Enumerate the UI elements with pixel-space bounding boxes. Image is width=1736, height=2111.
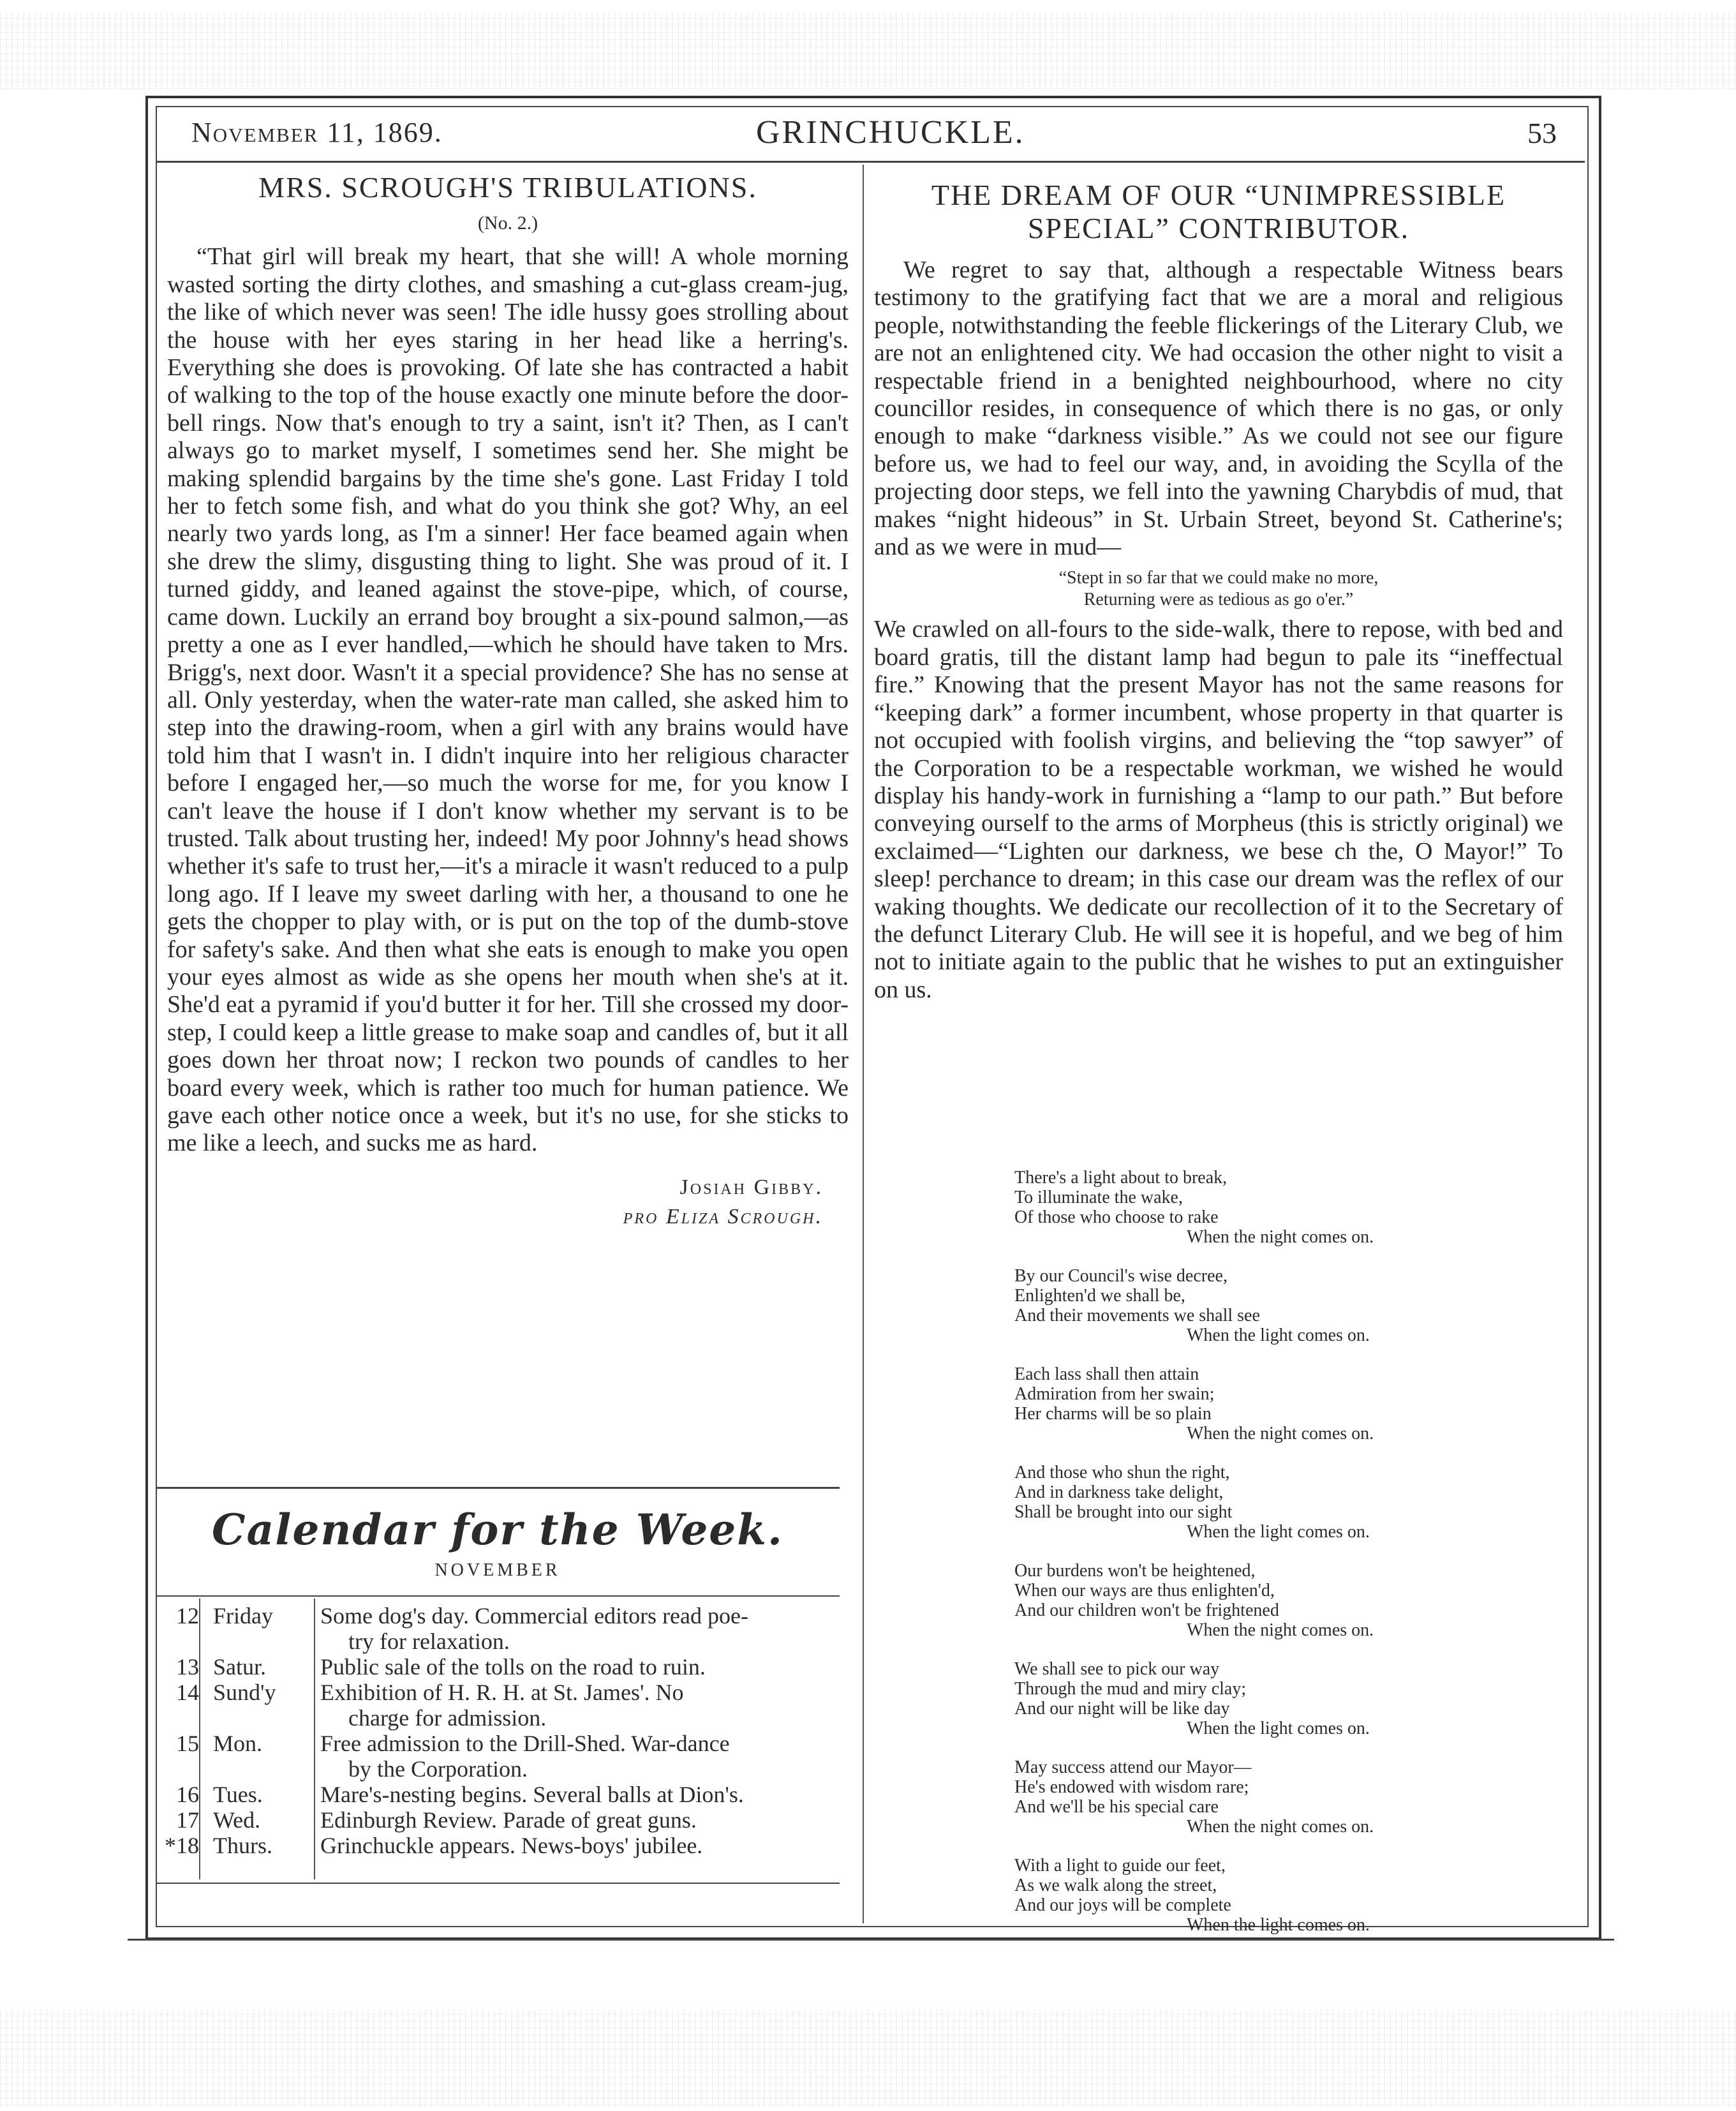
page-header: [166, 112, 1569, 157]
poem-refrain: When the light comes on.: [1187, 1522, 1370, 1542]
poem-line: Each lass shall then attain: [1014, 1364, 1199, 1384]
poem: [1014, 1168, 1499, 1954]
quote-line-2: Returning were as tedious as go o'er.”: [1083, 590, 1354, 610]
poem-refrain: When the night comes on.: [1187, 1817, 1374, 1837]
left-article: [167, 171, 849, 1232]
calendar-event: [320, 1731, 849, 1782]
poem-line: Of those who choose to rake: [1014, 1207, 1219, 1227]
calendar-event: [320, 1654, 849, 1680]
calendar-event-continuation: try for relaxation.: [348, 1629, 510, 1654]
article-paragraph-1: We regret to say that, although a respectable Witness bears testimony to the gratifying fact that we are a moral and religious people, notwithstanding the feeble flickerings of the Literary Club, we are not an enlightened city. We had occasion the other night to visit a respectable friend in a benighted neighbourhood, where no city councillor resides, in consequence of which there is no gas, or only enough to make “darkness visible.” As we could not see our figure before us, we had to feel our way, and, in avoiding the Scylla of the projecting door steps, we fell into the yawning Charybdis of mud, that makes “night hideous” in St. Urbain Street, beyond St. Catherine's; and as we were in mud—: [874, 257, 1563, 561]
quote-line-1: “Stept in so far that we could make no more,: [1058, 568, 1379, 588]
calendar-month: NOVEMBER: [434, 1560, 561, 1580]
calendar-header-rule: [157, 1595, 840, 1597]
poem-line: And our night will be like day: [1014, 1699, 1230, 1719]
poem-line: Through the mud and miry clay;: [1014, 1679, 1247, 1699]
calendar-row: [160, 1807, 849, 1833]
poem-refrain: When the light comes on.: [1187, 1325, 1370, 1345]
issue-date: November 11, 1869.: [191, 117, 443, 148]
top-scan-noise: [0, 13, 1736, 89]
calendar-row: [160, 1680, 849, 1731]
calendar-event-continuation: charge for admission.: [348, 1705, 547, 1731]
calendar-event-text: Some dog's day. Commercial editors read poe-: [320, 1603, 748, 1629]
poem-line: Our burdens won't be heightened,: [1014, 1561, 1256, 1581]
poem-stanza: [1014, 1757, 1499, 1837]
calendar-row: [160, 1731, 849, 1782]
poem-line: And we'll be his special care: [1014, 1797, 1219, 1817]
article-title: MRS. SCROUGH'S TRIBULATIONS.: [258, 171, 757, 204]
calendar-title: Calendar for the Week.: [211, 1505, 784, 1555]
calendar-event-text: Grinchuckle appears. News-boys' jubilee.: [320, 1833, 703, 1858]
poem-stanza: [1014, 1168, 1499, 1247]
calendar-day: 15: [176, 1731, 199, 1756]
poem-refrain: When the night comes on.: [1187, 1227, 1374, 1247]
article-subtitle: (No. 2.): [477, 213, 538, 234]
poem-stanza: [1014, 1659, 1499, 1738]
calendar-bottom-rule: [157, 1883, 840, 1884]
poem-refrain: When the night comes on.: [1187, 1620, 1374, 1640]
poem-refrain: When the night comes on.: [1187, 1424, 1374, 1443]
poem-line: By our Council's wise decree,: [1014, 1266, 1228, 1286]
calendar-day: 13: [176, 1654, 199, 1680]
calendar-table: [160, 1603, 849, 1858]
right-article: [874, 179, 1563, 1004]
calendar-day: 16: [176, 1782, 199, 1807]
calendar-event: [320, 1782, 849, 1807]
calendar-event-text: Edinburgh Review. Parade of great guns.: [320, 1807, 697, 1833]
calendar-row: [160, 1654, 849, 1680]
poem-line: Admiration from her swain;: [1014, 1384, 1215, 1404]
article-title: THE DREAM OF OUR “UNIMPRESSIBLE SPECIAL” CONTRIBUTOR.: [931, 179, 1506, 244]
calendar-event-continuation: by the Corporation.: [348, 1756, 528, 1782]
poem-line: Shall be brought into our sight: [1014, 1502, 1233, 1522]
poem-refrain: When the light comes on.: [1187, 1915, 1370, 1935]
poem-stanza: [1014, 1561, 1499, 1640]
poem-line: Her charms will be so plain: [1014, 1404, 1212, 1424]
calendar-event-text: Mare's-nesting begins. Several balls at Dion's.: [320, 1782, 744, 1807]
poem-stanza: [1014, 1266, 1499, 1345]
calendar-day: 17: [176, 1807, 199, 1833]
poem-line: And in darkness take delight,: [1014, 1482, 1224, 1502]
calendar-event-text: Public sale of the tolls on the road to ruin.: [320, 1654, 706, 1680]
calendar-day: 12: [176, 1603, 199, 1629]
page-bottom-rule: [128, 1939, 1614, 1941]
calendar-weekday: Mon.: [213, 1731, 263, 1756]
poem-stanza: [1014, 1463, 1499, 1542]
poem-line: May success attend our Mayor—: [1014, 1757, 1252, 1777]
calendar-event-text: Exhibition of H. R. H. at St. James'. No: [320, 1680, 684, 1705]
calendar-event: [320, 1603, 849, 1654]
signature-pro: pro Eliza Scrough.: [623, 1204, 823, 1228]
bottom-scan-noise: [0, 2010, 1736, 2106]
calendar-weekday: Sund'y: [213, 1680, 276, 1705]
poem-line: There's a light about to break,: [1014, 1168, 1228, 1188]
poem-stanza: [1014, 1856, 1499, 1935]
poem-line: And our joys will be complete: [1014, 1895, 1231, 1915]
article-body: “That girl will break my heart, that she will! A whole morning wasted sorting the dirty clothes, and smashing a cut-glass cream-jug, the like of which never was seen! The idle hussy goes strolling about the house with her eyes staring in her head like a herring's. Everything she does is provoking. Of late she has contracted a habit of walking to the top of the house exactly one minute before the door-bell rings. Now that's enough to try a saint, isn't it? Then, as I can't always go to market myself, I sometimes send her. She might be making splendid bargains by the time she's gone. Last Friday I told her to fetch some fish, and what do you think she got? Why, an eel nearly two yards long, as I'm a sinner! Her face beamed again when she drew the slimy, disgusting thing to light. She was proud of it. I turned giddy, and leaned against the stove-pipe, which, of course, came down. Luckily an errand boy brought a six-pound salmon,—as pretty a one as I ever handled,—which he should have taken to Mrs. Brigg's, next door. Wasn't it a special providence? She has no sense at all. Only yesterday, when the water-rate man called, she asked him to step into the drawing-room, when a girl with any brains would have told him that I wasn't in. I didn't inquire into her religious character before I engaged her,—so much the worse for me, for you know I can't leave the house if I don't know whether my servant is to be trusted. Talk about trusting her, indeed! My poor Johnny's head shows whether it's safe to trust her,—it's a miracle it wasn't reduced to a pulp long ago. If I leave my sweet darling with her, a thousand to one he gets the chopper to play with, or is put on the top of the dumb-stove for safety's sake. And then what she eats is enough to make you open your eyes almost as wide as she opens her mouth when she's at it. She'd eat a pyramid if you'd butter it for her. Till she crossed my door-step, I could keep a little grease to make soap and candles of, but it all goes down her throat now; I reckon two pounds of candles to her board every week, which is rather too much for human patience. We gave each other notice once a week, but it's no use, for she sticks to me like a leech, and sucks me as hard.: [167, 243, 849, 1157]
calendar-day: *18: [165, 1833, 199, 1858]
calendar-row: [160, 1833, 849, 1858]
poem-line: Enlighten'd we shall be,: [1014, 1286, 1185, 1306]
calendar-event: [320, 1680, 849, 1731]
article-paragraph-2: We crawled on all-fours to the side-walk, there to repose, with bed and board gratis, till the distant lamp had begun to pale its “ineffectual fire.” Knowing that the present Mayor has not the same reasons for “keeping dark” a former incumbent, whose property in that quarter is not occupied with foolish virgins, and believing the “top sawyer” of the Corporation to be a respectable workman, we wished he would display his handy-work in furnishing a “lamp to our path.” But before conveying ourself to the arms of Morpheus (this is strictly original) we exclaimed—“Lighten our darkness, we bese ch the, O Mayor!” To sleep! perchance to dream; in this case our dream was the reflex of our waking thoughts. We dedicate our recollection of it to the Secretary of the defunct Literary Club. He will see it is hopeful, and we beg of him not to initiate again to the public that he wishes to put an extinguisher on us.: [874, 616, 1563, 1003]
poem-refrain: When the light comes on.: [1187, 1719, 1370, 1738]
poem-line: And our children won't be frightened: [1014, 1600, 1279, 1620]
calendar-weekday: Tues.: [213, 1782, 263, 1807]
calendar-row: [160, 1782, 849, 1807]
calendar-day: 14: [176, 1680, 199, 1705]
poem-line: We shall see to pick our way: [1014, 1659, 1220, 1679]
calendar-weekday: Satur.: [213, 1654, 267, 1680]
poem-stanza: [1014, 1364, 1499, 1443]
calendar-event: [320, 1833, 849, 1858]
calendar-weekday: Thurs.: [213, 1833, 272, 1858]
poem-line: To illuminate the wake,: [1014, 1188, 1183, 1207]
calendar-top-rule: [157, 1487, 840, 1489]
poem-line: With a light to guide our feet,: [1014, 1856, 1226, 1876]
calendar-weekday: Friday: [213, 1603, 273, 1629]
poem-line: And those who shun the right,: [1014, 1463, 1230, 1482]
header-rule: [157, 161, 1585, 163]
calendar-event: [320, 1807, 849, 1833]
poem-line: When our ways are thus enlighten'd,: [1014, 1581, 1275, 1600]
calendar-weekday: Wed.: [213, 1807, 261, 1833]
column-divider: [863, 165, 864, 1923]
poem-line: And their movements we shall see: [1014, 1306, 1260, 1325]
poem-line: He's endowed with wisdom rare;: [1014, 1777, 1249, 1797]
masthead-title: GRINCHUCKLE.: [756, 114, 1025, 151]
poem-line: As we walk along the street,: [1014, 1876, 1217, 1895]
signature-author: Josiah Gibby.: [679, 1175, 823, 1199]
calendar-row: [160, 1603, 849, 1654]
page-number: 53: [1527, 117, 1557, 149]
calendar-event-text: Free admission to the Drill-Shed. War-dance: [320, 1731, 730, 1756]
